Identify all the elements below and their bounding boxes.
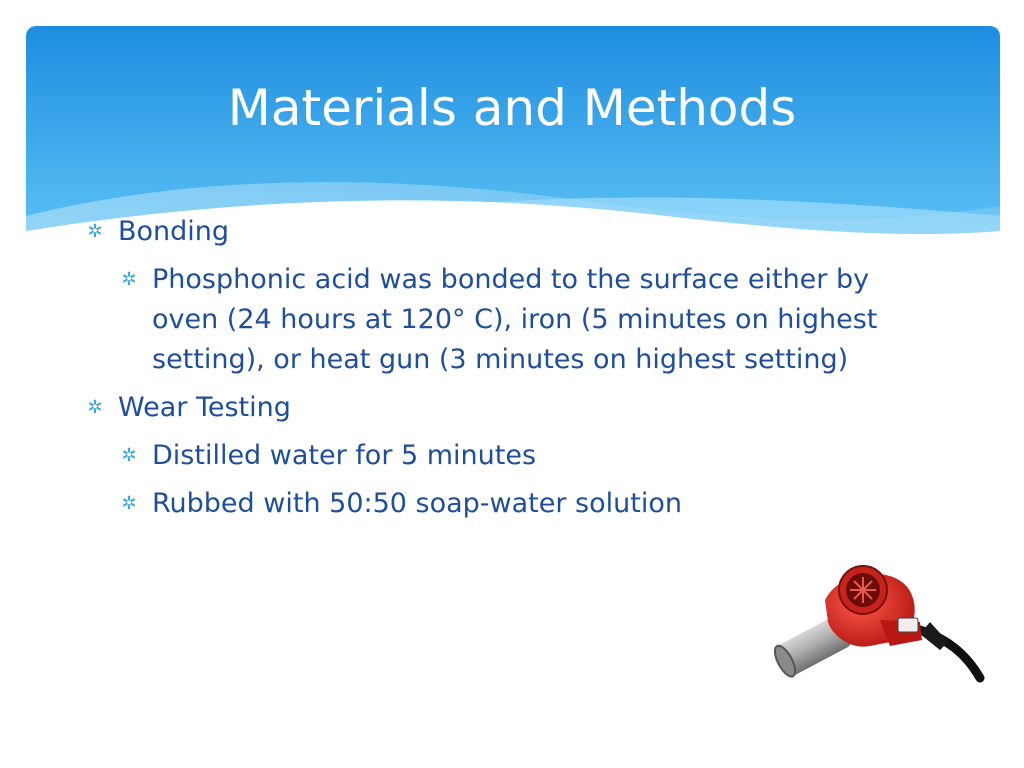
asterisk-bullet-icon: ✲ [121, 445, 137, 466]
slide-title: Materials and Methods [227, 79, 797, 137]
sub-bullet-item [118, 260, 904, 380]
bullet-list [84, 212, 904, 532]
bullet-text: Bonding [118, 216, 230, 247]
sub-bullet-item [118, 436, 904, 476]
asterisk-bullet-icon: ✲ [87, 221, 103, 242]
bullet-text: Rubbed with 50:50 soap-water solution [152, 488, 682, 519]
bullet-text: Wear Testing [118, 392, 291, 423]
bullet-text: Distilled water for 5 minutes [152, 440, 537, 471]
heat-gun-photo [770, 560, 985, 690]
asterisk-bullet-icon: ✲ [121, 269, 137, 290]
asterisk-bullet-icon: ✲ [121, 493, 137, 514]
bullet-item [84, 212, 904, 252]
bullet-text: Phosphonic acid was bonded to the surface either by oven (24 hours at 120° C), iron (5 minutes on highest setting), or heat gun (3 minutes on highest setting) [152, 264, 878, 375]
bullet-item [84, 388, 904, 428]
asterisk-bullet-icon: ✲ [87, 397, 103, 418]
sub-bullet-item [118, 484, 904, 524]
